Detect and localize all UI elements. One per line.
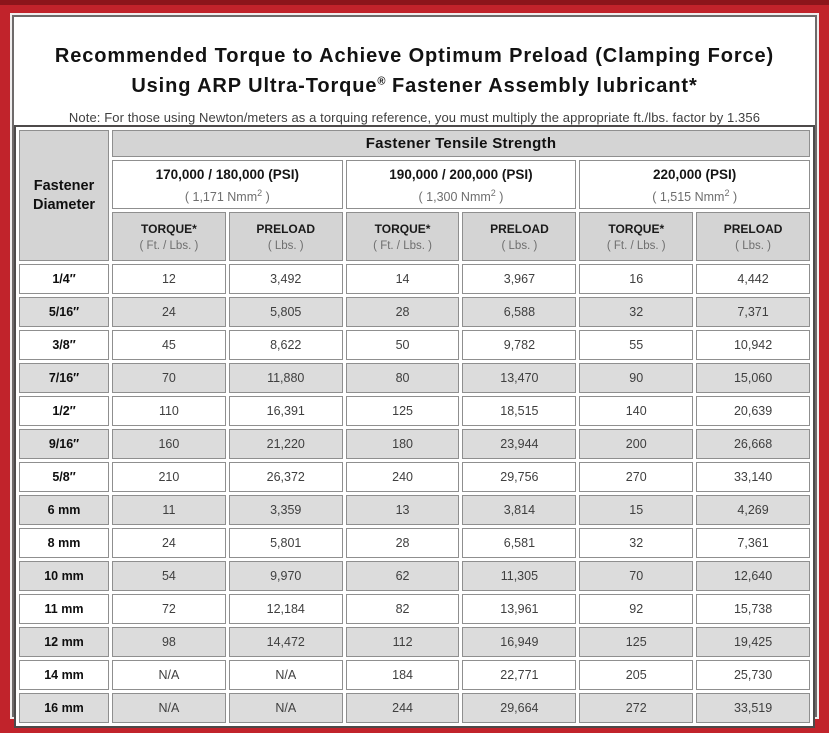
preload-value-cell: 11,305 [462, 561, 576, 591]
torque-value-cell: 32 [579, 528, 693, 558]
preload-unit: ( Lbs. ) [267, 239, 304, 252]
torque-value-cell: 184 [346, 660, 460, 690]
title-line-2-text: Using ARP Ultra-Torque [131, 75, 378, 97]
preload-value-cell: 11,880 [229, 363, 343, 393]
preload-value-cell: 6,588 [462, 297, 576, 327]
nmm-text: ( 1,171 Nmm [184, 190, 258, 205]
torque-value-cell: N/A [112, 693, 226, 723]
torque-value-cell: 92 [579, 594, 693, 624]
preload-value-cell: 5,801 [229, 528, 343, 558]
preload-value-cell: 33,519 [696, 693, 810, 723]
preload-value-cell: 29,664 [462, 693, 576, 723]
preload-value-cell: 33,140 [696, 462, 810, 492]
torque-label: TORQUE* [141, 221, 197, 236]
torque-value-cell: 180 [346, 429, 460, 459]
preload-value-cell: 18,515 [462, 396, 576, 426]
preload-value-cell: 8,622 [229, 330, 343, 360]
preload-value-cell: 26,668 [696, 429, 810, 459]
psi-group-220 [579, 160, 810, 209]
table-row [19, 594, 810, 624]
note-text: Note: For those using Newton/meters as a torquing reference, you must multiply the appropriate ft./lbs. factor by 1.356 [68, 110, 761, 125]
torque-value-cell: 125 [579, 627, 693, 657]
preload-value-cell: 22,771 [462, 660, 576, 690]
table-row [19, 495, 810, 525]
fastener-diameter-cell: 12 mm [19, 627, 109, 657]
torque-value-cell: 140 [579, 396, 693, 426]
table-row [19, 297, 810, 327]
preload-value-cell: 16,391 [229, 396, 343, 426]
tensile-strength-row [19, 130, 810, 157]
nmm-tail: ) [262, 190, 270, 205]
nmm-tail: ) [495, 190, 504, 205]
torque-unit: ( Ft. / Lbs. ) [139, 239, 199, 252]
torque-value-cell: 24 [112, 297, 226, 327]
torque-value-cell: 82 [346, 594, 460, 624]
table-body [19, 264, 810, 723]
nmm-sup: 2 [257, 187, 263, 198]
fastener-diameter-cell: 14 mm [19, 660, 109, 690]
fastener-diameter-cell: 10 mm [19, 561, 109, 591]
preload-value-cell: 25,730 [696, 660, 810, 690]
title-line-2-tail: Fastener Assembly lubricant* [385, 75, 698, 97]
psi-group-170-180 [112, 160, 343, 209]
preload-value-cell: 29,756 [462, 462, 576, 492]
torque-value-cell: 11 [112, 495, 226, 525]
preload-value-cell: 12,184 [229, 594, 343, 624]
units-row [19, 212, 810, 261]
preload-value-cell: 19,425 [696, 627, 810, 657]
table-row [19, 396, 810, 426]
preload-value-cell: 3,967 [462, 264, 576, 294]
torque-value-cell: 15 [579, 495, 693, 525]
preload-value-cell: 9,782 [462, 330, 576, 360]
torque-value-cell: 32 [579, 297, 693, 327]
torque-unit: ( Ft. / Lbs. ) [606, 239, 666, 252]
psi-label: 190,000 / 200,000 (PSI) [389, 166, 533, 182]
fastener-diameter-cell: 1/4″ [19, 264, 109, 294]
torque-value-cell: 272 [579, 693, 693, 723]
torque-value-cell: 55 [579, 330, 693, 360]
torque-value-cell: 110 [112, 396, 226, 426]
torque-value-cell: 16 [579, 264, 693, 294]
preload-value-cell: 14,472 [229, 627, 343, 657]
nmm-text: ( 1,300 Nmm [418, 190, 491, 205]
table-row [19, 561, 810, 591]
torque-value-cell: 90 [579, 363, 693, 393]
torque-value-cell: 98 [112, 627, 226, 657]
preload-value-cell: 21,220 [229, 429, 343, 459]
torque-value-cell: 62 [346, 561, 460, 591]
torque-column-header [112, 212, 226, 261]
torque-value-cell: 13 [346, 495, 460, 525]
torque-value-cell: 240 [346, 462, 460, 492]
preload-value-cell: 9,970 [229, 561, 343, 591]
fastener-diameter-cell: 3/8″ [19, 330, 109, 360]
torque-value-cell: 70 [112, 363, 226, 393]
preload-value-cell: 4,442 [696, 264, 810, 294]
title-line-2 [14, 71, 815, 101]
torque-value-cell: 80 [346, 363, 460, 393]
preload-value-cell: 5,805 [229, 297, 343, 327]
table-row [19, 363, 810, 393]
preload-value-cell: 7,361 [696, 528, 810, 558]
psi-group-190-200 [346, 160, 577, 209]
nmm-text: ( 1,515 Nmm [652, 190, 725, 205]
table-row [19, 528, 810, 558]
preload-value-cell: N/A [229, 693, 343, 723]
torque-value-cell: 14 [346, 264, 460, 294]
preload-column-header [696, 212, 810, 261]
preload-column-header [229, 212, 343, 261]
preload-column-header [462, 212, 576, 261]
torque-label: TORQUE* [608, 221, 665, 236]
preload-unit: ( Lbs. ) [735, 239, 771, 252]
fastener-diameter-header: Fastener Diameter [19, 130, 109, 261]
torque-value-cell: 200 [579, 429, 693, 459]
table-row [19, 264, 810, 294]
fastener-diameter-cell: 11 mm [19, 594, 109, 624]
torque-value-cell: 70 [579, 561, 693, 591]
torque-value-cell: 205 [579, 660, 693, 690]
table-row [19, 462, 810, 492]
torque-column-header [579, 212, 693, 261]
nmm-sup: 2 [724, 187, 730, 198]
torque-value-cell: 72 [112, 594, 226, 624]
table-row [19, 693, 810, 723]
fastener-diameter-cell: 7/16″ [19, 363, 109, 393]
preload-value-cell: 3,492 [229, 264, 343, 294]
nmm-tail: ) [729, 190, 738, 205]
torque-value-cell: 28 [346, 528, 460, 558]
table-row [19, 627, 810, 657]
torque-value-cell: 244 [346, 693, 460, 723]
preload-value-cell: 4,269 [696, 495, 810, 525]
torque-value-cell: 112 [346, 627, 460, 657]
fastener-diameter-cell: 9/16″ [19, 429, 109, 459]
torque-value-cell: 12 [112, 264, 226, 294]
preload-value-cell: 3,359 [229, 495, 343, 525]
nmm-sup: 2 [490, 187, 496, 198]
preload-value-cell: 12,640 [696, 561, 810, 591]
psi-label: 220,000 (PSI) [653, 166, 737, 182]
torque-value-cell: 50 [346, 330, 460, 360]
table-row [19, 660, 810, 690]
tensile-strength-header: Fastener Tensile Strength [112, 130, 810, 157]
preload-value-cell: 15,060 [696, 363, 810, 393]
frame-top-strip [0, 0, 829, 5]
torque-value-cell: 210 [112, 462, 226, 492]
title-line-1: Recommended Torque to Achieve Optimum Preload (Clamping Force) [54, 45, 775, 67]
torque-value-cell: 24 [112, 528, 226, 558]
preload-value-cell: 26,372 [229, 462, 343, 492]
torque-value-cell: 160 [112, 429, 226, 459]
torque-value-cell: 270 [579, 462, 693, 492]
preload-value-cell: 3,814 [462, 495, 576, 525]
preload-value-cell: 20,639 [696, 396, 810, 426]
preload-unit: ( Lbs. ) [501, 239, 538, 252]
content-panel [12, 15, 817, 717]
fastener-diameter-cell: 5/16″ [19, 297, 109, 327]
preload-value-cell: 13,961 [462, 594, 576, 624]
psi-label: 170,000 / 180,000 (PSI) [155, 166, 299, 182]
torque-unit: ( Ft. / Lbs. ) [373, 239, 432, 252]
table-row [19, 429, 810, 459]
nmm-label [113, 182, 342, 204]
torque-value-cell: N/A [112, 660, 226, 690]
torque-value-cell: 45 [112, 330, 226, 360]
preload-label: PRELOAD [490, 221, 549, 236]
nmm-label [347, 182, 576, 204]
torque-spec-table [14, 125, 815, 728]
torque-column-header [346, 212, 460, 261]
nmm-label [580, 182, 809, 204]
torque-label: TORQUE* [374, 221, 431, 236]
page-title [14, 17, 815, 125]
torque-value-cell: 28 [346, 297, 460, 327]
torque-value-cell: 54 [112, 561, 226, 591]
preload-value-cell: 16,949 [462, 627, 576, 657]
preload-value-cell: 7,371 [696, 297, 810, 327]
preload-label: PRELOAD [723, 221, 783, 236]
fastener-diameter-cell: 6 mm [19, 495, 109, 525]
fastener-diameter-cell: 16 mm [19, 693, 109, 723]
preload-value-cell: 23,944 [462, 429, 576, 459]
table-row [19, 330, 810, 360]
preload-label: PRELOAD [256, 221, 316, 236]
preload-value-cell: 15,738 [696, 594, 810, 624]
fastener-diameter-cell: 1/2″ [19, 396, 109, 426]
preload-value-cell: N/A [229, 660, 343, 690]
preload-value-cell: 13,470 [462, 363, 576, 393]
registered-mark: ® [377, 75, 386, 88]
torque-value-cell: 125 [346, 396, 460, 426]
fastener-diameter-cell: 5/8″ [19, 462, 109, 492]
fastener-diameter-cell: 8 mm [19, 528, 109, 558]
psi-group-row [19, 160, 810, 209]
preload-value-cell: 6,581 [462, 528, 576, 558]
preload-value-cell: 10,942 [696, 330, 810, 360]
